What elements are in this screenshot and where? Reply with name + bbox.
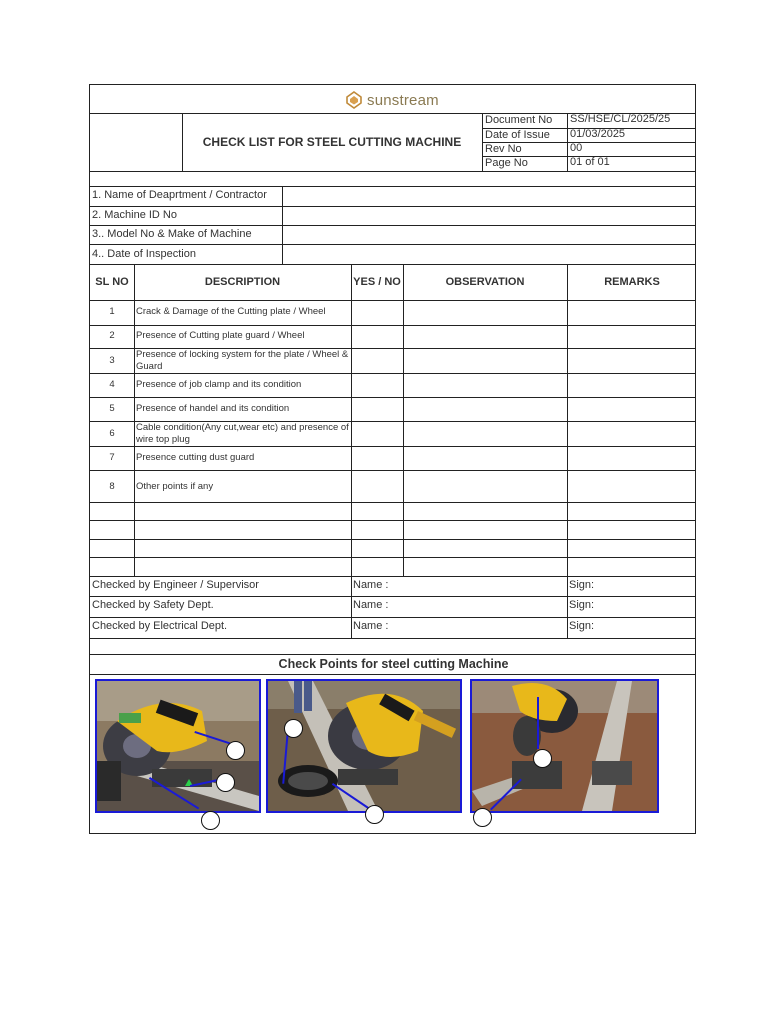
- field-machine-id-label: 2. Machine ID No: [92, 209, 177, 221]
- callout-2: [216, 773, 235, 792]
- col-sl-header: SL NO: [95, 276, 129, 288]
- checkpoints-title: Check Points for steel cutting Machine: [278, 657, 509, 671]
- sunstream-logo-icon: [345, 91, 363, 109]
- item-7-description: Presence cutting dust guard: [136, 452, 255, 463]
- signoff-electrical-role: Checked by Electrical Dept.: [92, 620, 228, 632]
- checklist-sheet: [89, 84, 696, 834]
- logo-text: sunstream: [367, 91, 439, 109]
- item-2-sl: 2: [109, 330, 115, 341]
- item-2-description: Presence of Cutting plate guard / Wheel: [136, 330, 305, 341]
- item-6-description: Cable condition(Any cut,wear etc) and presence of wire top plug: [136, 422, 349, 445]
- item-1-description: Crack & Damage of the Cutting plate / Wheel: [136, 306, 326, 317]
- machine-photo-2: [266, 679, 462, 813]
- col-remarks-header: REMARKS: [604, 276, 660, 288]
- item-8-sl: 8: [109, 481, 115, 492]
- callout-4: [284, 719, 303, 738]
- callout-5: [365, 805, 384, 824]
- rev-no-value: 00: [570, 142, 583, 154]
- signoff-engineer-sign-label: Sign:: [569, 579, 595, 591]
- machine-photo-3: [470, 679, 659, 813]
- item-5-sl: 5: [109, 403, 115, 414]
- signoff-electrical-sign-label: Sign:: [569, 620, 595, 632]
- field-department-label: 1. Name of Deaprtment / Contractor: [92, 189, 267, 201]
- signoff-electrical-name-label: Name :: [353, 620, 389, 632]
- item-1-sl: 1: [109, 306, 115, 317]
- doc-number-label: Document No: [485, 114, 553, 126]
- signoff-engineer-role: Checked by Engineer / Supervisor: [92, 579, 259, 591]
- col-description-header: DESCRIPTION: [204, 276, 281, 288]
- col-observation-header: OBSERVATION: [445, 276, 525, 288]
- field-model-label: 3.. Model No & Make of Machine: [92, 228, 252, 240]
- rev-no-label: Rev No: [485, 143, 522, 155]
- company-logo: [345, 89, 439, 111]
- callout-1: [226, 741, 245, 760]
- item-3-sl: 3: [109, 355, 115, 366]
- issue-date-label: Date of Issue: [485, 129, 550, 141]
- signoff-engineer-name-label: Name :: [353, 579, 389, 591]
- page-title: CHECK LIST FOR STEEL CUTTING MACHINE: [202, 135, 462, 149]
- col-yes-no-header: YES / NO: [353, 276, 401, 288]
- item-4-sl: 4: [109, 379, 115, 390]
- signoff-safety-name-label: Name :: [353, 599, 389, 611]
- page-no-label: Page No: [485, 157, 528, 169]
- issue-date-value: 01/03/2025: [570, 128, 626, 140]
- item-4-description: Presence of job clamp and its condition: [136, 379, 302, 390]
- callout-7: [473, 808, 492, 827]
- item-5-description: Presence of handel and its condition: [136, 403, 290, 414]
- callout-3: [201, 811, 220, 830]
- item-3-description: Presence of locking system for the plate / Wheel & Guard: [136, 349, 349, 372]
- field-inspection-date-label: 4.. Date of Inspection: [92, 248, 196, 260]
- signoff-safety-sign-label: Sign:: [569, 599, 595, 611]
- item-8-description: Other points if any: [136, 481, 214, 492]
- callout-6: [533, 749, 552, 768]
- item-6-sl: 6: [109, 428, 115, 439]
- item-7-sl: 7: [109, 452, 115, 463]
- doc-number-value: SS/HSE/CL/2025/25: [570, 113, 671, 125]
- signoff-safety-role: Checked by Safety Dept.: [92, 599, 214, 611]
- page-no-value: 01 of 01: [570, 156, 610, 168]
